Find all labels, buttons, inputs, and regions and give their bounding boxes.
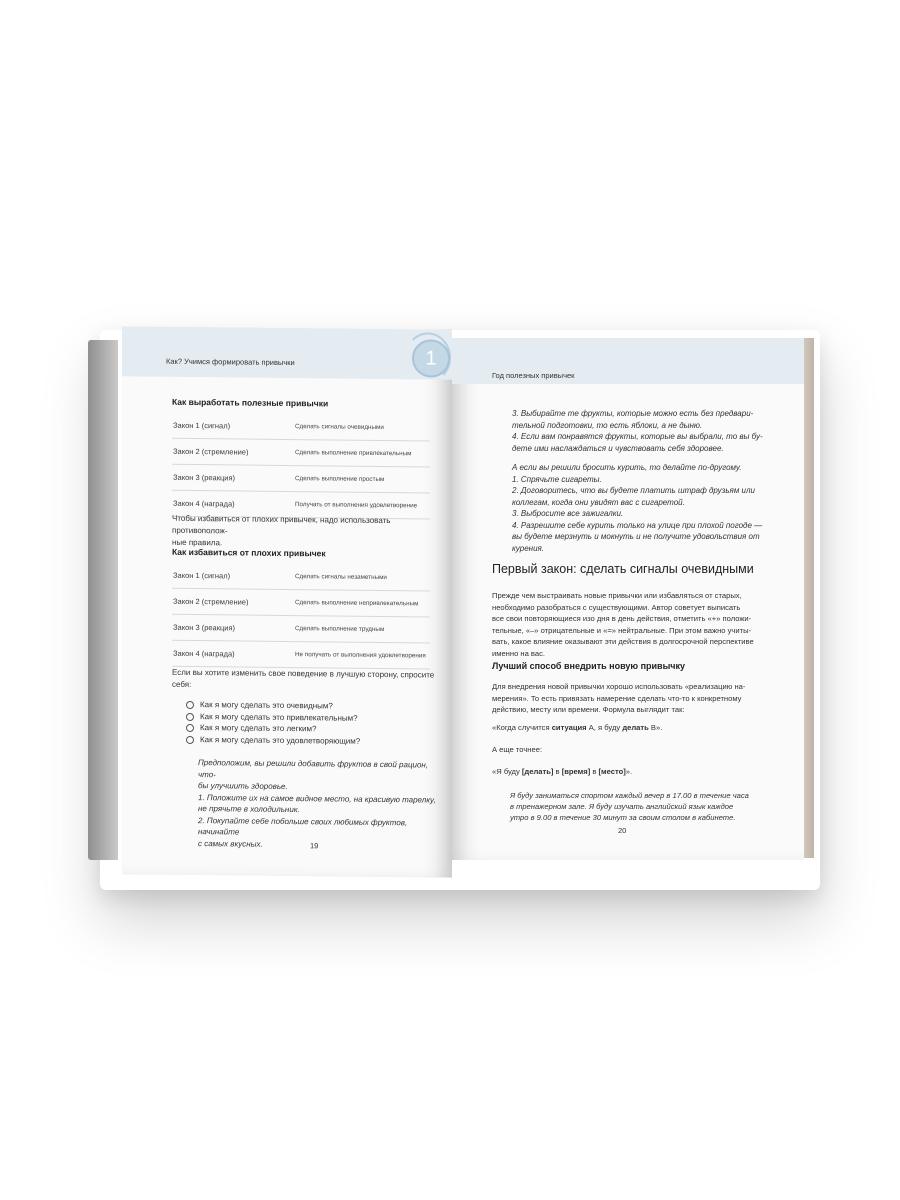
law-cell: Закон 4 (награда) [172, 490, 294, 517]
text-line: 2. Покупайте себе побольше своих любимых фруктов, начинайте [198, 815, 408, 837]
text-line: все свои повторяющиеся изо дня в день действия, отметить «+» положи- [492, 614, 752, 623]
text-line: 1. Спрячьте сигареты. [512, 474, 602, 484]
law-cell: Закон 1 (сигнал) [172, 563, 294, 590]
schedule-example [510, 790, 800, 823]
text-line: бы улучшить здоровье. [198, 781, 288, 792]
action-cell: Получать от выполнения удовлетворение [294, 492, 430, 519]
text-line: не прячьте в холодильник. [198, 804, 300, 815]
text-line: вы будете мерзнуть и мокнуть и не получите удовольствия от [512, 532, 760, 541]
formula-term: [время] [561, 767, 591, 776]
law-cell: Закон 3 (реакция) [172, 464, 294, 491]
text-line: утро в 9.00 в течение 30 минут за своим столом в кабинете. [510, 813, 736, 822]
formula-text: «Я буду [492, 767, 522, 776]
bad-habits-title: Как избавиться от плохих привычек [172, 546, 326, 559]
table-row [172, 464, 430, 493]
text-line: необходимо разобраться с существующими. Автор советует выписать [492, 602, 741, 612]
left-page [122, 326, 452, 877]
text-line: курения. [512, 543, 545, 553]
law-cell: Закон 2 (стремление) [172, 438, 294, 465]
transition-paragraph [172, 513, 442, 552]
text-line: Чтобы избавиться от плохих привычек, надо использовать противополож- [172, 513, 391, 536]
law-cell: Закон 1 (сигнал) [172, 413, 294, 440]
table-row [172, 640, 430, 669]
action-cell: Сделать сигналы очевидными [294, 414, 430, 441]
text-line: коллегам, когда они увидят вас с сигаретой. [512, 497, 685, 507]
circle-bullet-icon [186, 724, 194, 732]
text-line: мерения». То есть привязать намерение сделать что-то к конкретному [492, 693, 742, 703]
formula-text: в [590, 767, 599, 776]
text-line: себя: [172, 679, 192, 689]
good-habits-table [172, 413, 430, 520]
law-cell: Закон 3 (реакция) [172, 614, 294, 641]
formula-basic [492, 722, 662, 734]
left-page-header [122, 326, 452, 379]
formula-term: [делать] [521, 767, 554, 776]
formula-text: «Когда случится [492, 723, 552, 732]
text-line: ные правила. [172, 537, 223, 548]
fruit-example [198, 757, 448, 852]
text-line: дете ими наслаждаться и чувствовать себя здоровее. [512, 443, 724, 453]
text-line: 3. Выбирайте те фрукты, которые можно есть без предвари- [512, 409, 754, 418]
text-line: Прежде чем выстраивать новые привычки или избавляться от старых, [492, 591, 742, 600]
right-page [452, 338, 804, 860]
question-text: Как я могу сделать это привлекательным? [200, 711, 358, 723]
formula-precise [492, 766, 632, 778]
formula-text: ». [625, 767, 633, 776]
action-cell: Сделать выполнение простым [294, 466, 430, 493]
left-running-header: Как? Учимся формировать привычки [166, 356, 295, 368]
text-line: действию, месту или времени. Формула выглядит так: [492, 705, 685, 714]
formula-term: [место] [598, 767, 626, 776]
table-row [172, 413, 430, 441]
law-cell: Закон 4 (награда) [172, 640, 294, 667]
text-line: Если вы хотите изменить свое поведение в лучшую сторону, спросите [172, 667, 435, 680]
action-cell: Сделать выполнение привлекательным [294, 440, 430, 467]
text-line: Предположим, вы решили добавить фруктов в свой рацион, что- [198, 758, 429, 779]
question-list [186, 699, 436, 748]
text-line: А если вы решили бросить курить, то делайте по-другому. [512, 463, 742, 472]
section-title: Первый закон: сделать сигналы очевидными [492, 562, 754, 576]
text-line: вать, какое влияние оказывают эти действия в долгосрочной перспективе [492, 637, 754, 646]
text-line: 3. Выбросите все зажигалки. [512, 509, 624, 518]
good-habits-title: Как выработать полезные привычки [172, 396, 329, 409]
circle-bullet-icon [186, 701, 194, 709]
text-line: 4. Если вам понравятся фрукты, которые вы выбрали, то вы бу- [512, 432, 763, 441]
text-line: 4. Разрешите себе курить только на улице при плохой погоде — [512, 520, 763, 530]
page-number: 20 [618, 826, 627, 835]
formula-text: А, я буду [586, 723, 623, 732]
text-line: в тренажерном зале. Я буду изучать английский язык каждое [510, 802, 734, 811]
action-cell: Сделать выполнение непривлекательным [294, 590, 430, 617]
action-cell: Сделать сигналы незаметными [294, 564, 430, 591]
text-line: с самых вкусных. [198, 838, 263, 849]
smoking-example [512, 462, 797, 554]
text-line: тельной подготовки, то есть яблоки, а не дыню. [512, 420, 703, 430]
table-row [172, 563, 430, 591]
text-line: Для внедрения новой привычки хорошо использовать «реализацию на- [492, 682, 746, 691]
circle-bullet-icon [186, 712, 194, 720]
text-line: именно на вас. [492, 648, 546, 658]
formula-term: ситуация [551, 723, 587, 732]
fruit-continuation [512, 408, 797, 454]
question-text: Как я могу сделать это удовлетворяющим? [200, 734, 361, 746]
action-cell: Не получать от выполнения удовлетворения [294, 642, 430, 669]
method-paragraph [492, 681, 792, 716]
question-text: Как я могу сделать это легким? [200, 723, 317, 734]
page-number: 19 [310, 841, 319, 851]
intro-paragraph [492, 590, 792, 659]
circle-bullet-icon [186, 735, 194, 743]
action-cell: Сделать выполнение трудным [294, 616, 430, 643]
text-line: тельные, «–» отрицательные и «=» нейтральные. При этом важно учиты- [492, 625, 752, 635]
chapter-number-badge: 1 [412, 339, 450, 377]
more-precise-label: А еще точнее: [492, 745, 543, 754]
table-row [172, 438, 430, 467]
subsection-title: Лучший способ внедрить новую привычку [492, 661, 686, 671]
formula-text: В». [648, 723, 663, 732]
right-running-header: Год полезных привычек [492, 371, 575, 380]
text-line: 1. Положите их на самое видное место, на красивую тарелку, [198, 792, 436, 805]
list-item [186, 733, 436, 747]
text-line: 2. Договоритесь, что вы будете платить штраф друзьям или [512, 486, 755, 495]
question-intro [172, 667, 447, 694]
table-row [172, 614, 430, 643]
formula-text: в [553, 767, 562, 776]
question-text: Как я могу сделать это очевидным? [200, 700, 333, 711]
law-cell: Закон 2 (стремление) [172, 588, 294, 615]
bad-habits-table [172, 563, 430, 670]
book-spine-edge [88, 340, 118, 860]
formula-term: делать [622, 723, 649, 732]
table-row [172, 588, 430, 617]
text-line: Я буду заниматься спортом каждый вечер в 17.00 в течение часа [510, 791, 749, 800]
